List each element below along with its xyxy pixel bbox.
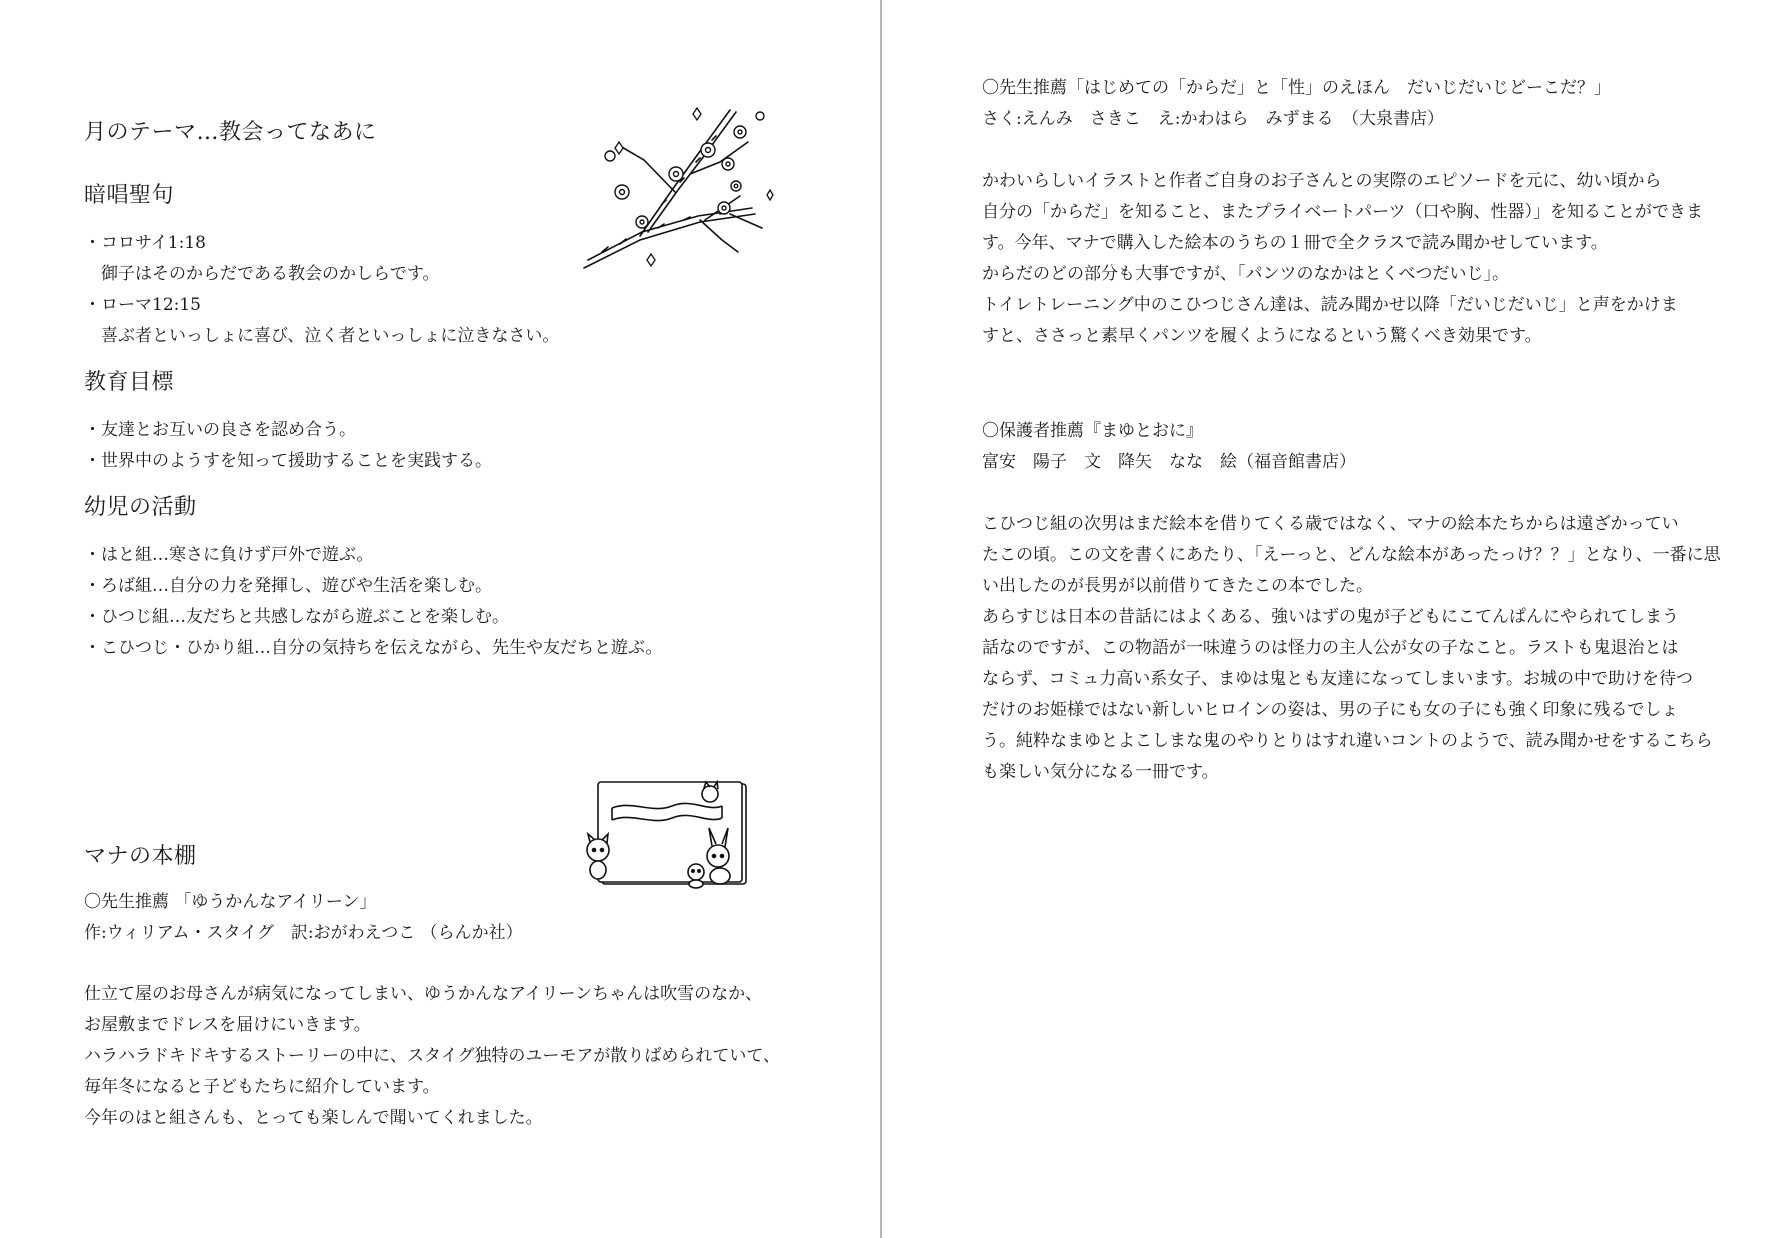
body-line: お屋敷までドレスを届けにいきます。 [84,1015,371,1035]
book-animals-illustration [582,778,750,890]
activity-line: ・ろば組…自分の力を発揮し、遊びや生活を楽しむ。 [84,576,492,596]
body-line: ならず、コミュ力高い系女子、まゆは鬼とも友達になってしまいます。お城の中で助けを待つ [982,669,1693,689]
bookshelf-rec-credit: 作:ウィリアム・スタイグ 訳:おがわえつこ （らんか社） [84,923,523,943]
book1-body [982,166,1703,352]
book2-title: 〇保護者推薦『まゆとおに』 [982,421,1203,441]
plum-blossom-branch-illustration [580,102,775,274]
activity-line: ・はと組…寒さに負けず戸外で遊ぶ。 [84,545,374,565]
body-line: トイレトレーニング中のこひつじさん達は、読み聞かせ以降「だいじだいじ」と声をかけま [982,295,1678,315]
bookshelf-rec-title: 〇先生推薦 「ゆうかんなアイリーン」 [84,892,377,912]
body-line: あらすじは日本の昔話にはよくある、強いはずの鬼が子どもにこてんぱんにやられてしまう [982,607,1679,627]
body-line: からだのどの部分も大事ですが、「パンツのなかはとくべつだいじ」。 [982,264,1509,284]
verse-line: ・コロサイ1:18 [84,233,206,253]
month-theme: 月のテーマ…教会ってなあに [84,120,377,145]
verse-line: 喜ぶ者といっしょに喜び、泣く者といっしょに泣きなさい。 [84,326,560,346]
body-line: 毎年冬になると子どもたちに紹介しています。 [84,1077,440,1097]
body-line: だけのお姫様ではない新しいヒロインの姿は、男の子にも女の子にも強く印象に残るでしょ [982,700,1679,720]
left-page [0,0,880,1238]
right-page [882,0,1768,1238]
bookshelf-heading: マナの本棚 [84,844,197,869]
goal-line: ・世界中のようすを知って援助することを実践する。 [84,451,492,471]
body-line: う。純粋なまゆとよこしまな鬼のやりとりはすれ違いコントのようで、読み聞かせをするこちら [982,731,1713,751]
body-line: 自分の「からだ」を知ること、またプライベートパーツ（口や胸、性器）」を知ることができま [982,202,1703,222]
book2-body [982,509,1721,788]
body-line: い出したのが長男が以前借りてきたこの本でした。 [982,576,1373,596]
activity-line: ・こひつじ・ひかり組…自分の気持ちを伝えながら、先生や友だちと遊ぶ。 [84,638,663,658]
activity-line: ・ひつじ組…友だちと共感しながら遊ぶことを楽しむ。 [84,607,509,627]
body-line: も楽しい気分になる一冊です。 [982,762,1219,782]
activities-heading: 幼児の活動 [84,495,197,520]
body-line: す。今年、マナで購入した絵本のうちの１冊で全クラスで読み聞かせしています。 [982,233,1608,253]
goal-line: ・友達とお互いの良さを認め合う。 [84,420,356,440]
bookshelf-body [84,979,780,1134]
body-line: 話なのですが、この物語が一味違うのは怪力の主人公が女の子なこと。ラストも鬼退治とは [982,638,1679,658]
body-line: ハラハラドキドキするストーリーの中に、スタイグ独特のユーモアが散りばめられていて、 [84,1046,780,1066]
body-line: すと、ささっと素早くパンツを履くようになるという驚くべき効果です。 [982,326,1542,346]
goals-heading: 教育目標 [84,370,175,395]
body-line: こひつじ組の次男はまだ絵本を借りてくる歳ではなく、マナの絵本たちからは遠ざかってい [982,514,1679,534]
body-line: たこの頃。この文を書くにあたり、「えーっと、どんな絵本があったっけ？？」となり、一番に思 [982,545,1721,565]
book1-title: 〇先生推薦「はじめての「からだ」と「性」のえほん だいじだいじどーこだ？」 [982,78,1611,98]
body-line: かわいらしいイラストと作者ご自身のお子さんとの実際のエピソードを元に、幼い頃から [982,171,1662,191]
book2-credit: 富安 陽子 文 降矢 なな 絵（福音館書店） [982,452,1356,472]
verse-line: 御子はそのからだである教会のかしらです。 [84,264,440,284]
memory-verse-heading: 暗唱聖句 [84,183,175,208]
book1-credit: さく:えんみ さきこ え:かわはら みずまる （大泉書店） [982,109,1444,129]
body-line: 今年のはと組さんも、とっても楽しんで聞いてくれました。 [84,1108,543,1128]
body-line: 仕立て屋のお母さんが病気になってしまい、ゆうかんなアイリーンちゃんは吹雪のなか、 [84,984,763,1004]
verse-line: ・ローマ12:15 [84,295,201,315]
